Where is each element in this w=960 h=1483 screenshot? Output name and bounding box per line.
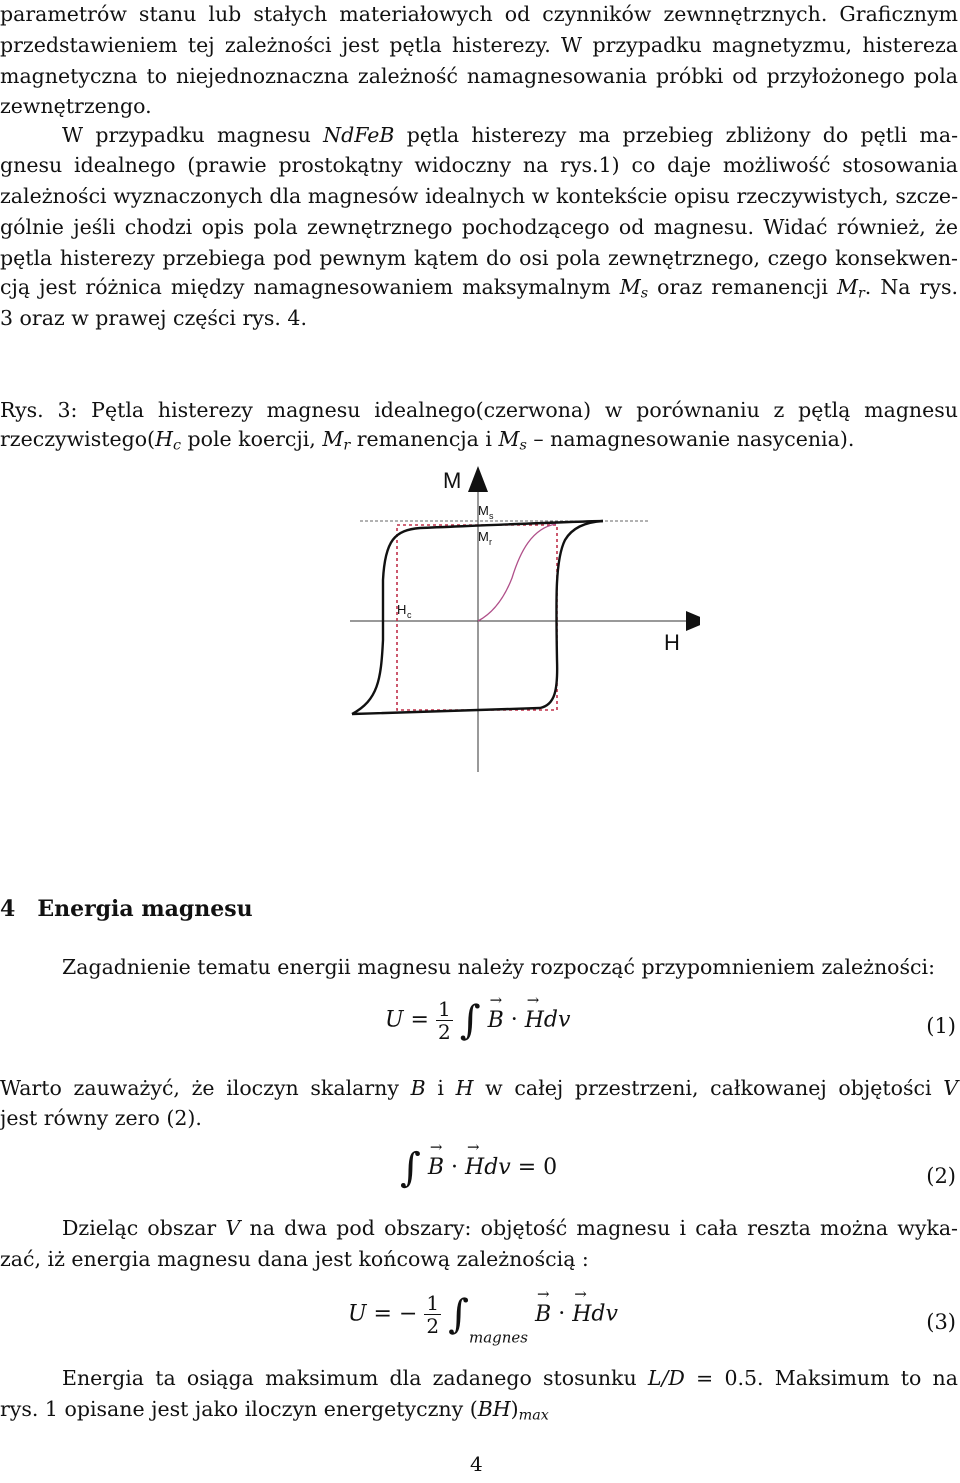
mr-label: M	[478, 529, 489, 544]
h-axis-label: H	[664, 630, 680, 655]
equation-number: (1)	[926, 1014, 956, 1038]
text-line: rys. 1 opisane jest jako iloczyn energetyczny $(BH)_{max}$	[0, 1397, 549, 1424]
mr-label-sub: r	[489, 537, 492, 547]
ideal-loop	[397, 525, 557, 710]
text-line: cją jest różnica między namagnesowaniem maksymalnym $M_s$ oraz remanencji $M_r$. Na rys.	[0, 275, 958, 302]
h-axis-arrow	[686, 611, 700, 631]
equation-3: U = − $\frac{1}{2}$ $\int_{magnes} \to B$ · → Hdv	[348, 1292, 618, 1338]
text-line: magnetyczna to niejednoznaczna zależność namagnesowania próbki od przyłożonego pola	[0, 64, 958, 88]
text-line: Zagadnienie tematu energii magnesu należy rozpocząć przypomnieniem zależności:	[62, 955, 935, 979]
figure-caption: Rys. 3: Pętla histerezy magnesu idealnego(czerwona) w porównaniu z pętlą magnesu	[0, 398, 958, 422]
equation-2: ∫ → B · → Hdv = 0	[400, 1155, 557, 1180]
page-number: 4	[470, 1452, 483, 1476]
ms-label-sub: s	[489, 511, 494, 521]
equation-number: (3)	[926, 1310, 956, 1334]
equation-number: (2)	[926, 1164, 956, 1188]
text-line: 3 oraz w prawej części rys. 4.	[0, 306, 307, 330]
figure-caption: $rzeczywistego(H_c$ pole koercji, $M_r$ remanencja i $M_s$ – namagnesowanie nasycenia).	[0, 427, 855, 454]
text-line: przedstawieniem tej zależności jest pętla histerezy. W przypadku magnetyzmu, histereza	[0, 33, 958, 57]
section-heading: 4 Energia magnesu	[0, 896, 253, 922]
text-line: zać, iż energia magnesu dana jest końcową zależnością :	[0, 1247, 589, 1271]
m-axis-label: M	[443, 468, 462, 493]
ms-label: M	[478, 503, 489, 518]
text-line: gólnie jeśli chodzi opis pola zewnętrznego pochodzącego od magnesu. Widać również, że	[0, 215, 958, 239]
text-line: Dzieląc obszar V na dwa pod obszary: objętość magnesu i cała reszta można wyka-	[62, 1216, 958, 1240]
equation-1: U = $\frac{1}{2}$ ∫ → B · → Hdv	[385, 998, 570, 1043]
text-line: Energia ta osiąga maksimum dla zadanego stosunku L/D = 0.5. Maksimum to na	[62, 1366, 958, 1390]
hc-label-sub: c	[407, 610, 412, 620]
text-line: gnesu idealnego (prawie prostokątny widoczny na rys.1) co daje możliwość stosowania	[0, 153, 958, 177]
text-line: zależności wyznaczonych dla magnesów idealnych w kontekście opisu rzeczywistych, szcze-	[0, 184, 958, 208]
m-axis-arrow	[468, 466, 488, 492]
hysteresis-figure	[350, 462, 700, 772]
text-line: Warto zauważyć, że iloczyn skalarny B i H w całej przestrzeni, całkowanej objętości V	[0, 1076, 958, 1100]
text-line: pętla histerezy przebiega pod pewnym kątem do osi pola zewnętrznego, czego konsekwen-	[0, 246, 958, 270]
text-line: parametrów stanu lub stałych materiałowych od czynników zewnnętrznych. Graficznym	[0, 2, 958, 26]
text-line: jest równy zero (2).	[0, 1106, 202, 1130]
text-line: W przypadku magnesu NdFeB pętla histerezy ma przebieg zbliżony do pętli ma-	[62, 123, 959, 147]
hc-label: H	[397, 602, 407, 617]
text-line: zewnętrzengo.	[0, 94, 152, 118]
